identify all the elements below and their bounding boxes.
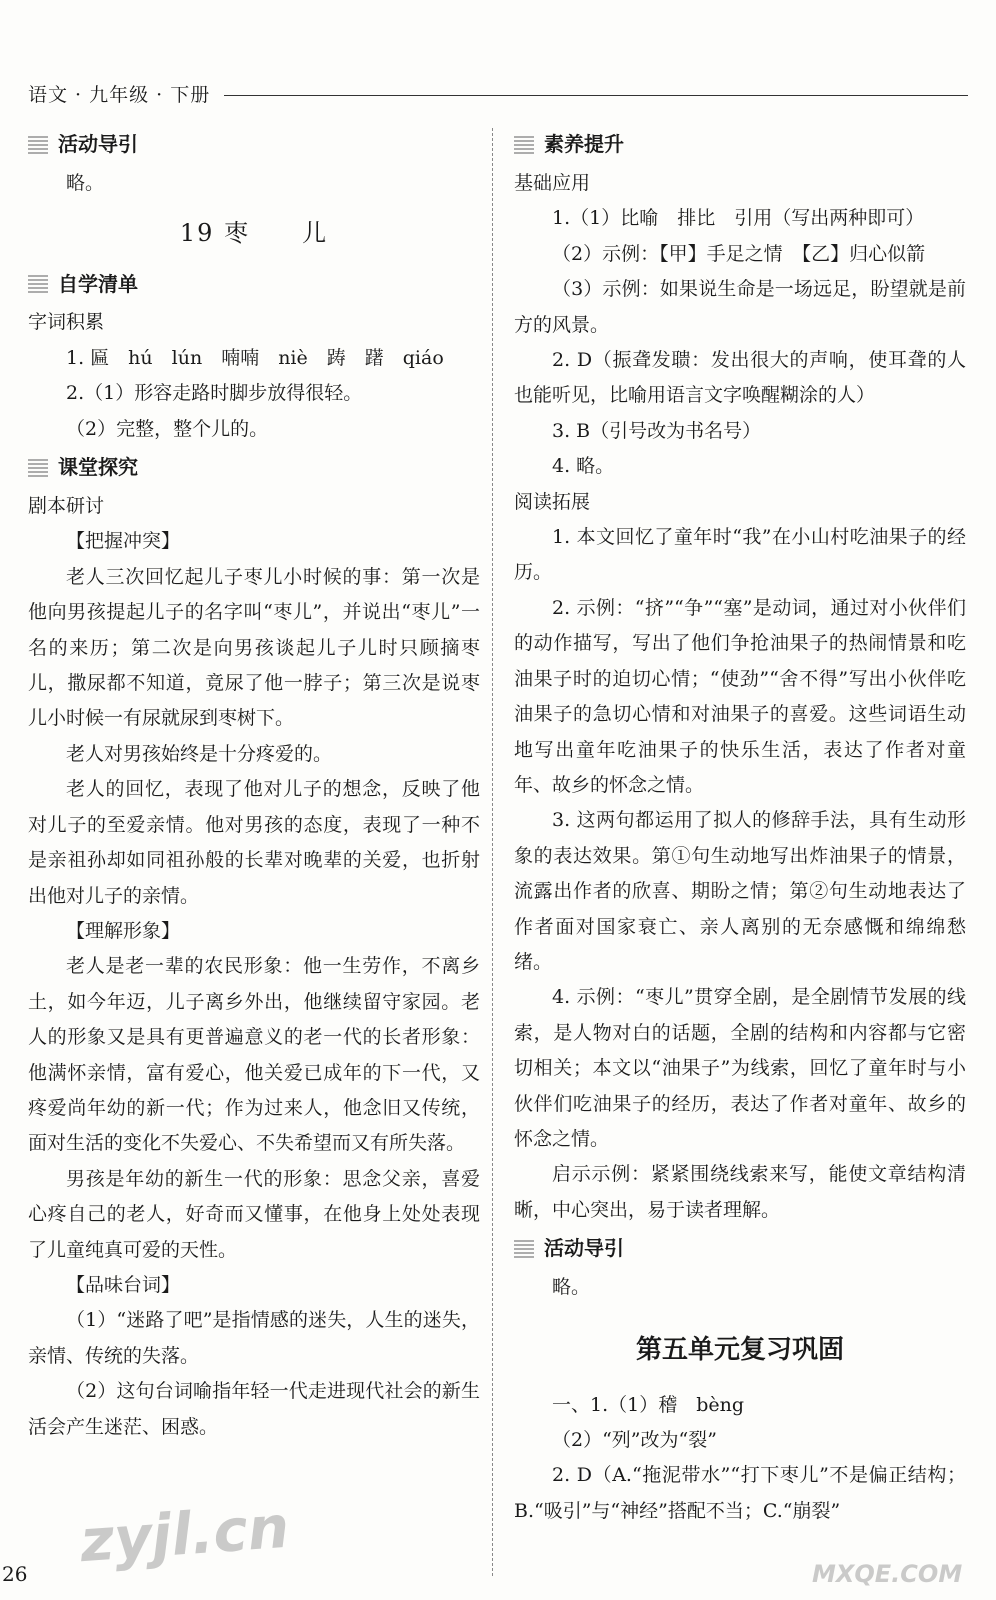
lesson-title: 19 枣 儿 [179, 219, 329, 248]
section-marker-icon [28, 275, 48, 293]
page-number: 26 [2, 1562, 28, 1586]
paragraph-lines-2: （2）这句台词喻指年轻一代走进现代社会的新生活会产生迷茫、困惑。 [28, 1380, 480, 1438]
tag-lines: 【品味台词】 [66, 1273, 181, 1296]
answer-basic-1-1: 1.（1）比喻 排比 引用（写出两种即可） [552, 207, 925, 230]
answer-reading-1: 1. 本文回忆了童年时“我”在小山村吃油果子的经历。 [514, 526, 966, 584]
left-column [28, 124, 480, 1445]
running-title: 语文 · 九年级 · 下册 [28, 83, 211, 106]
right-column [514, 124, 966, 1529]
tag-image: 【理解形象】 [66, 919, 181, 942]
tag-conflict: 【把握冲突】 [66, 530, 181, 553]
answer-reading-insight: 启示示例：紧紧围绕线索来写，能使文章结构清晰，中心突出，易于读者理解。 [514, 1163, 966, 1221]
paragraph-conflict-2: 老人对男孩始终是十分疼爱的。 [66, 742, 333, 765]
section-marker-icon [514, 1240, 534, 1258]
subheading-script-study: 剧本研讨 [28, 495, 105, 518]
answer-unit-1-1: 一、1.（1）稽 bèng [552, 1393, 745, 1416]
running-header [28, 76, 968, 110]
answer-unit-2: 2. D（A.“拖泥带水”“打下枣儿”不是偏正结构；B.“吸引”与“神经”搭配不当；C.“崩裂” [514, 1464, 966, 1522]
answer-unit-1-2: （2）“列”改为“裂” [552, 1429, 717, 1451]
activity-guide-text: 略。 [66, 172, 105, 194]
answer-word-2-2: （2）完整，整个儿的。 [66, 417, 269, 440]
section-marker-icon [28, 459, 48, 477]
answer-basic-3: 3. B（引号改为书名号） [552, 419, 762, 442]
paragraph-image-2: 男孩是年幼的新生一代的形象：思念父亲，喜爱心疼自己的老人，好奇而又懂事，在他身上处处表现了儿童纯真可爱的天性。 [28, 1167, 480, 1261]
section-heading-self-study: 自学清单 [28, 265, 480, 303]
answer-word-2-1: 2.（1）形容走路时脚步放得很轻。 [66, 382, 363, 405]
unit-review-title: 第五单元复习巩固 [635, 1334, 844, 1365]
subheading-basic: 基础应用 [514, 172, 591, 194]
section-marker-icon [514, 136, 534, 154]
section-marker-icon [28, 136, 48, 154]
watermark-left: zyjl.cn [77, 1492, 292, 1576]
paragraph-conflict-1: 老人三次回忆起儿子枣儿小时候的事：第一次是他向男孩提起儿子的名字叫“枣儿”，并说出“枣儿”一名的来历；第二次是向男孩谈起儿子儿时只顾摘枣儿，撒尿都不知道，竟尿了他一脖子；第三次是说枣儿小时候一有尿就尿到枣树下。 [28, 565, 480, 730]
answer-reading-3: 3. 这两句都运用了拟人的修辞手法，具有生动形象的表达效果。第①句生动地写出炸油果子的情景，流露出作者的欣喜、期盼之情；第②句生动地表达了作者面对国家衰亡、亲人离别的无奈感慨和绵绵愁绪。 [514, 809, 966, 973]
subheading-word-accumulation: 字词积累 [28, 311, 105, 334]
activity-guide-text-2: 略。 [552, 1276, 591, 1299]
answer-basic-2: 2. D（振聋发聩：发出很大的声响，使耳聋的人也能听见，比喻用语言文字唤醒糊涂的人） [514, 349, 966, 407]
answer-reading-4: 4. 示例：“枣儿”贯穿全剧，是全剧情节发展的线索，是人物对白的话题，全剧的结构和内容都与它密切相关；本文以“油果子”为线索，回忆了童年时与小伙伴们吃油果子的经历，表达了作者对童年、故乡的怀念之情。 [514, 986, 966, 1150]
section-heading-literacy: 素养提升 [514, 126, 966, 164]
paragraph-lines-1: （1）“迷路了吧”是指情感的迷失，人生的迷失，亲情、传统的失落。 [28, 1309, 480, 1367]
answer-basic-1-2: （2）示例：【甲】手足之情 【乙】归心似箭 [552, 242, 926, 265]
section-heading-activity-guide-2: 活动导引 [514, 1230, 966, 1268]
answer-basic-1-3: （3）示例：如果说生命是一场远足，盼望就是前方的风景。 [514, 278, 966, 336]
watermark-right: MXQE.COM [812, 1560, 963, 1588]
answer-basic-4: 4. 略。 [552, 455, 615, 478]
answer-word-1: 1. 匾 hú lún 喃喃 niè 踌 躇 qiáo [66, 346, 444, 369]
header-rule [224, 95, 968, 96]
paragraph-conflict-3: 老人的回忆，表现了他对儿子的想念，反映了他对儿子的至爱亲情。他对男孩的态度，表现了一种不是亲祖孙却如同祖孙般的长辈对晚辈的关爱，也折射出他对儿子的亲情。 [28, 778, 480, 907]
subheading-reading: 阅读拓展 [514, 490, 591, 513]
answer-reading-2: 2. 示例：“挤”“争”“塞”是动词，通过对小伙伴们的动作描写，写出了他们争抢油果子的热闹情景和吃油果子时的迫切心情；“使劲”“舍不得”写出小伙伴吃油果子的急切心情和对油果子的喜爱。这些词语生动地写出童年吃油果子的快乐生活，表达了作者对童年、故乡的怀念之情。 [514, 596, 966, 796]
section-heading-classroom: 课堂探究 [28, 449, 480, 487]
paragraph-image-1: 老人是老一辈的农民形象：他一生劳作，不离乡土，如今年迈，儿子离乡外出，他继续留守家园。老人的形象又是具有更普遍意义的老一代的长者形象：他满怀亲情，富有爱心，他关爱已成年的下一代，又疼爱尚年幼的新一代；作为过来人，他念旧又传统，面对生活的变化不失爱心、不失希望而又有所失落。 [28, 955, 480, 1155]
column-divider [492, 128, 493, 1576]
section-heading-activity-guide: 活动导引 [28, 126, 480, 164]
